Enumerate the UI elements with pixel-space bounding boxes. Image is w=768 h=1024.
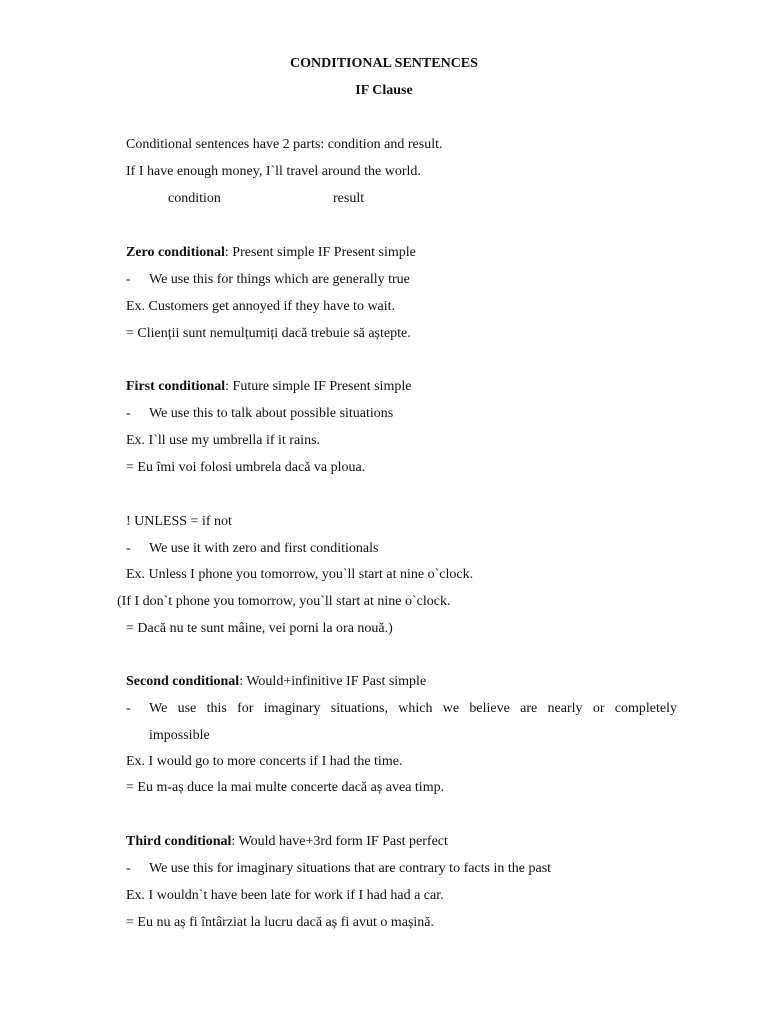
third-conditional-formula: : Would have+3rd form IF Past perfect (231, 834, 448, 849)
third-conditional-title: Third conditional (126, 834, 232, 849)
unless-example: Ex. Unless I phone you tomorrow, you`ll start at nine o`clock. (126, 567, 474, 582)
second-conditional-title: Second conditional (126, 674, 240, 689)
third-conditional-example: Ex. I wouldn`t have been late for work if I had had a car. (126, 888, 444, 903)
first-conditional-bullet: We use this to talk about possible situations (149, 406, 394, 421)
unless-paraphrase: (If I don`t phone you tomorrow, you`ll start at nine o`clock. (117, 594, 451, 609)
zero-conditional-heading (126, 244, 416, 262)
second-conditional-heading (126, 673, 426, 691)
second-conditional-bullet-line-2: impossible (149, 728, 210, 743)
second-conditional-translation: = Eu m-aș duce la mai multe concerte dacă aș avea timp. (126, 780, 445, 795)
first-conditional-formula: : Future simple IF Present simple (225, 379, 412, 394)
second-conditional-example: Ex. I would go to more concerts if I had the time. (126, 754, 403, 769)
condition-label: condition (168, 191, 221, 206)
first-conditional-example: Ex. I`ll use my umbrella if it rains. (126, 433, 321, 448)
bullet-dash: - (126, 541, 131, 556)
first-conditional-title: First conditional (126, 379, 226, 394)
bullet-dash: - (126, 272, 131, 287)
zero-conditional-title: Zero conditional (126, 245, 225, 260)
document-title: CONDITIONAL SENTENCES (290, 56, 478, 71)
unless-translation: = Dacă nu te sunt mâine, vei porni la ora nouă.) (126, 621, 393, 636)
second-conditional-bullet-line-1: We use this for imaginary situations, which we believe are nearly or completely (149, 701, 677, 716)
third-conditional-translation: = Eu nu aș fi întârziat la lucru dacă aș fi avut o mașină. (126, 915, 435, 930)
second-conditional-formula: : Would+infinitive IF Past simple (239, 674, 427, 689)
unless-bullet: We use it with zero and first conditionals (149, 541, 379, 556)
first-conditional-heading (126, 378, 411, 396)
first-conditional-translation: = Eu îmi voi folosi umbrela dacă va ploua. (126, 460, 366, 475)
document-subtitle: IF Clause (355, 83, 413, 98)
unless-heading: ! UNLESS = if not (126, 514, 232, 529)
third-conditional-bullet: We use this for imaginary situations that are contrary to facts in the past (149, 861, 552, 876)
intro-line-1: Conditional sentences have 2 parts: condition and result. (126, 137, 443, 152)
zero-conditional-example: Ex. Customers get annoyed if they have to wait. (126, 299, 396, 314)
zero-conditional-bullet: We use this for things which are generally true (149, 272, 410, 287)
third-conditional-heading (126, 833, 448, 851)
bullet-dash: - (126, 861, 131, 876)
zero-conditional-formula: : Present simple IF Present simple (224, 245, 416, 260)
intro-line-2: If I have enough money, I`ll travel around the world. (126, 164, 421, 179)
bullet-dash: - (126, 701, 131, 716)
zero-conditional-translation: = Clienții sunt nemulțumiți dacă trebuie să aștepte. (126, 326, 411, 341)
result-label: result (333, 191, 365, 206)
bullet-dash: - (126, 406, 131, 421)
